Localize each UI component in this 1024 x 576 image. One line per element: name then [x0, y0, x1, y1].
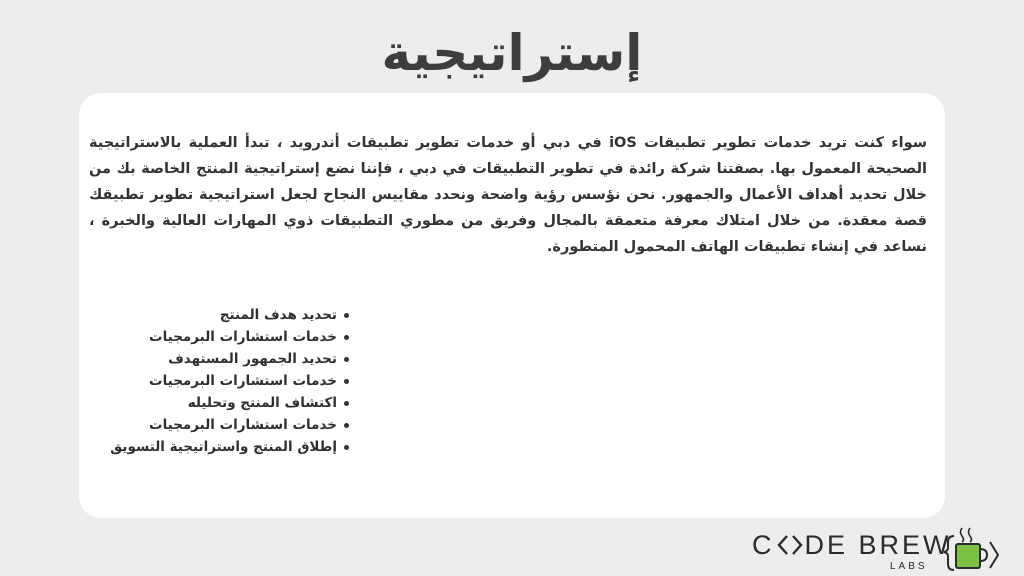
logo-letter-c: C [752, 530, 775, 560]
bullet-list [89, 304, 349, 458]
bullet-dot [344, 445, 349, 450]
logo-wordmark [752, 530, 952, 564]
slide-title: إستراتيجية [381, 24, 643, 82]
bullet-dot [344, 423, 349, 428]
logo-subtitle: LABS [890, 561, 928, 572]
list-item [89, 414, 349, 436]
bullet-dot [344, 335, 349, 340]
list-item-text: خدمات استشارات البرمجيات [149, 329, 337, 345]
bullet-dot [344, 357, 349, 362]
bullet-dot [344, 379, 349, 384]
list-item [89, 370, 349, 392]
company-logo [750, 524, 1010, 574]
list-item-text: تحديد الجمهور المستهدف [168, 351, 337, 367]
code-brackets-cup-icon [940, 524, 1002, 574]
list-item-text: تحديد هدف المنتج [219, 307, 337, 323]
list-item-text: خدمات استشارات البرمجيات [149, 373, 337, 389]
list-item-text: اكتشاف المنتج وتحليله [187, 395, 337, 411]
logo-brackets-icon [775, 533, 805, 564]
list-item [89, 436, 349, 458]
list-item-text: خدمات استشارات البرمجيات [149, 417, 337, 433]
list-item [89, 326, 349, 348]
content-card [79, 93, 945, 518]
bullet-dot [344, 313, 349, 318]
list-item [89, 392, 349, 414]
list-item [89, 304, 349, 326]
list-item [89, 348, 349, 370]
intro-paragraph: سواء كنت تريد خدمات تطوير تطبيقات iOS في دبي أو خدمات تطوير تطبيقات أندرويد ، تبدأ العملية بالاستراتيجية الصحيحة المعمول بها. بصفتنا شركة رائدة في تطوير التطبيقات في دبي ، فإننا نضع إستراتيجية المنتج الخاصة بك من خلال تحديد أهداف الأعمال والجمهور. نحن نؤسس رؤية واضحة ونحدد مقاييس النجاح لجعل استراتيجية تطوير تطبيقك قصة معقدة. من خلال امتلاك معرفة متعمقة بالمجال وفريق من مطوري التطبيقات ذوي المهارات العالية والخبرة ، نساعد في إنشاء تطبيقات الهاتف المحمول المتطورة. [89, 135, 928, 255]
list-item-text: إطلاق المنتج واستراتيجية التسويق [110, 439, 337, 455]
bullet-dot [344, 401, 349, 406]
logo-name-rest: DE BREW [804, 530, 952, 560]
